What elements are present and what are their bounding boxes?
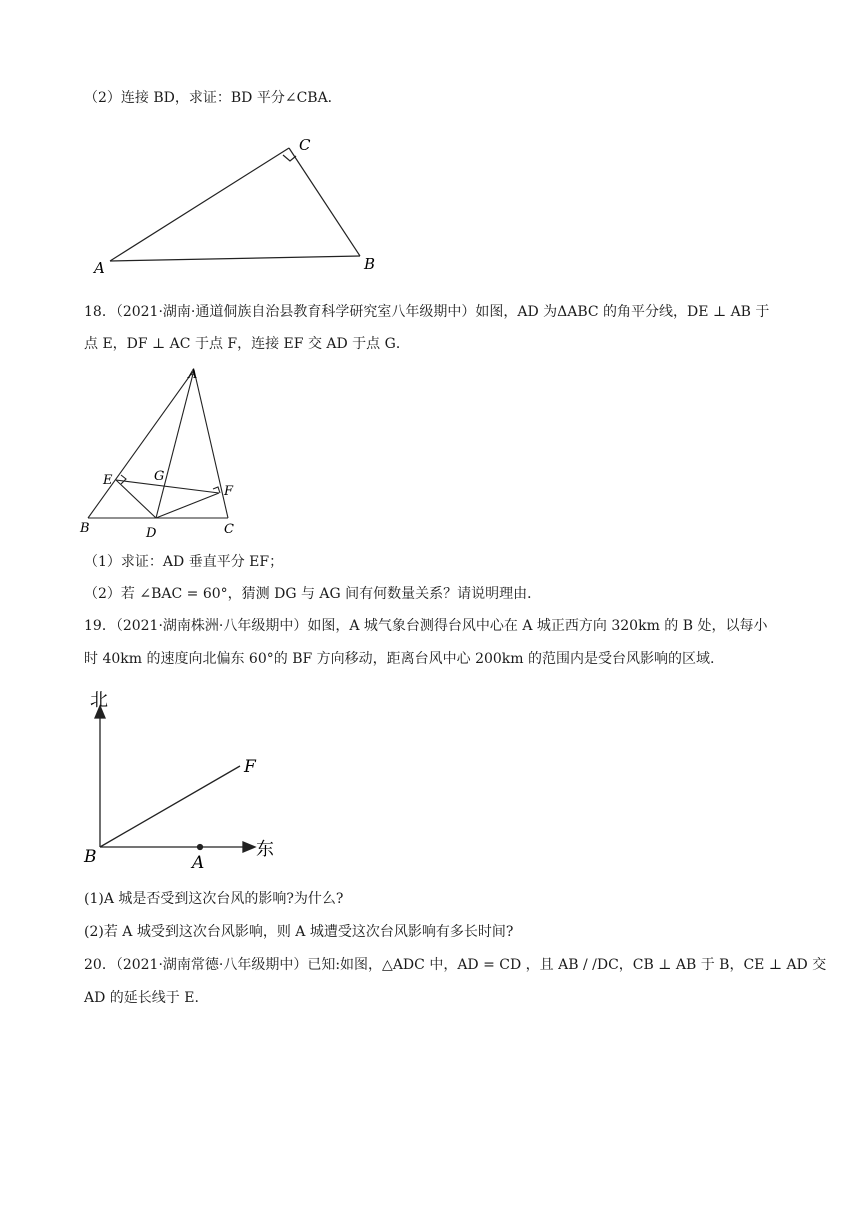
label-c: C <box>299 136 311 154</box>
point-a <box>198 845 203 850</box>
label-c: C <box>224 522 234 537</box>
segment-ef <box>116 480 219 493</box>
q18-text-line2: 点 E，DF ⊥ AC 于点 F，连接 EF 交 AD 于点 G． <box>84 336 410 352</box>
q19-part1-text: (1)A 城是否受到这次台风的影响?为什么? <box>84 891 344 907</box>
q19-part2-text: (2)若 A 城受到这次台风影响，则 A 城遭受这次台风影响有多长时间? <box>84 924 514 940</box>
label-f: F <box>224 484 234 499</box>
label-e: E <box>103 473 113 488</box>
label-a: A <box>192 853 205 870</box>
label-east: 东 <box>256 839 274 860</box>
label-g: G <box>154 469 165 484</box>
segment-ad <box>156 370 194 518</box>
q18-text-line1: 18．（2021·湖南·通道侗族自治县教育科学研究室八年级期中）如图，AD 为ΔABC 的角平分线，DE ⊥ AB 于 <box>84 304 770 320</box>
label-a: A <box>188 367 198 382</box>
segment-df <box>156 493 219 518</box>
label-a: A <box>94 259 105 277</box>
label-b: B <box>84 847 97 867</box>
label-b: B <box>80 521 90 536</box>
triangle-abc-bisector-figure <box>76 364 256 542</box>
label-b: B <box>364 255 376 273</box>
segment-ac <box>110 148 289 261</box>
triangle-acb-figure <box>80 130 400 280</box>
q17-part2-text: （2）连接 BD，求证：BD 平分∠CBA． <box>84 90 342 106</box>
right-angle-mark-e <box>121 475 126 484</box>
typhoon-direction-figure <box>80 690 280 870</box>
segment-ab <box>88 370 194 518</box>
q19-text-line1: 19．（2021·湖南株洲·八年级期中）如图，A 城气象台测得台风中心在 A 城正西方向 320km 的 B 处，以每小 <box>84 618 768 634</box>
label-north: 北 <box>90 690 108 711</box>
segment-de <box>116 480 156 518</box>
q18-part2-text: （2）若 ∠BAC = 60°，猜测 DG 与 AG 间有何数量关系？请说明理由． <box>84 586 542 602</box>
segment-ab <box>110 256 360 261</box>
q19-text-line2: 时 40km 的速度向北偏东 60°的 BF 方向移动，距离台风中心 200km 的范围内是受台风影响的区域. <box>84 651 715 667</box>
path-bf <box>100 766 240 847</box>
label-d: D <box>146 526 157 541</box>
q20-text-line2: AD 的延长线于 E. <box>84 990 199 1006</box>
east-arrow-icon <box>243 842 255 852</box>
segment-cb <box>289 148 360 256</box>
q18-part1-text: （1）求证：AD 垂直平分 EF； <box>84 554 284 570</box>
label-f: F <box>244 757 256 777</box>
q20-text-line1: 20．（2021·湖南常德·八年级期中）已知:如图，△ADC 中，AD = CD ，且 AB / /DC，CB ⊥ AB 于 B，CE ⊥ AD 交 <box>84 957 827 973</box>
